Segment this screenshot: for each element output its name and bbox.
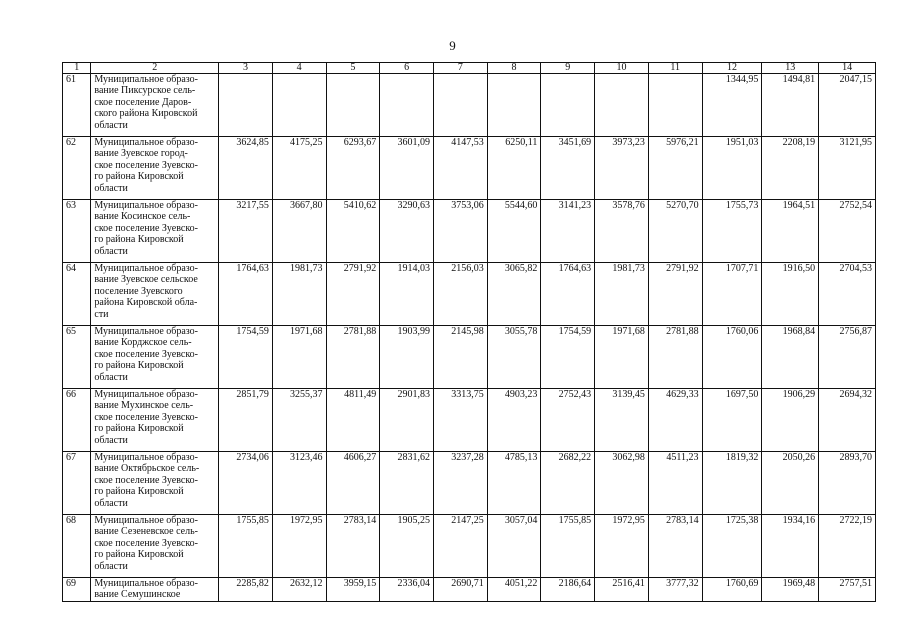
value-cell: 4511,23 bbox=[648, 452, 702, 515]
value-cell: 5976,21 bbox=[648, 137, 702, 200]
value-cell: 1819,32 bbox=[702, 452, 762, 515]
value-cell: 2336,04 bbox=[380, 578, 434, 602]
value-cell: 1905,25 bbox=[380, 515, 434, 578]
value-cell: 1971,68 bbox=[595, 326, 649, 389]
value-cell: 2752,43 bbox=[541, 389, 595, 452]
value-cell: 1964,51 bbox=[762, 200, 819, 263]
table-row bbox=[63, 74, 876, 137]
value-cell: 1755,85 bbox=[541, 515, 595, 578]
table-row bbox=[63, 452, 876, 515]
row-number: 64 bbox=[63, 263, 91, 326]
value-cell: 2722,19 bbox=[819, 515, 876, 578]
value-cell: 3065,82 bbox=[487, 263, 541, 326]
value-cell: 2791,92 bbox=[326, 263, 380, 326]
value-cell: 2050,26 bbox=[762, 452, 819, 515]
value-cell: 1981,73 bbox=[272, 263, 326, 326]
value-cell: 3578,76 bbox=[595, 200, 649, 263]
column-header: 3 bbox=[219, 63, 273, 74]
value-cell: 1903,99 bbox=[380, 326, 434, 389]
value-cell bbox=[595, 74, 649, 137]
value-cell: 2047,15 bbox=[819, 74, 876, 137]
value-cell: 4903,23 bbox=[487, 389, 541, 452]
value-cell: 2752,54 bbox=[819, 200, 876, 263]
row-number: 66 bbox=[63, 389, 91, 452]
value-cell: 1754,59 bbox=[219, 326, 273, 389]
value-cell: 4629,33 bbox=[648, 389, 702, 452]
municipality-name: Муниципальное образо- вание Октябрьское сель- ское поселение Зуевско- го района Кировской области bbox=[91, 452, 219, 515]
value-cell: 1951,03 bbox=[702, 137, 762, 200]
column-header: 5 bbox=[326, 63, 380, 74]
column-header: 7 bbox=[433, 63, 487, 74]
row-number: 61 bbox=[63, 74, 91, 137]
column-header: 2 bbox=[91, 63, 219, 74]
value-cell: 2632,12 bbox=[272, 578, 326, 602]
value-cell: 1934,16 bbox=[762, 515, 819, 578]
value-cell: 3667,80 bbox=[272, 200, 326, 263]
column-header: 11 bbox=[648, 63, 702, 74]
page-number: 9 bbox=[449, 38, 456, 53]
value-cell: 2851,79 bbox=[219, 389, 273, 452]
value-cell: 1969,48 bbox=[762, 578, 819, 602]
column-header: 12 bbox=[702, 63, 762, 74]
value-cell: 3313,75 bbox=[433, 389, 487, 452]
value-cell: 1344,95 bbox=[702, 74, 762, 137]
value-cell: 2756,87 bbox=[819, 326, 876, 389]
value-cell: 2781,88 bbox=[648, 326, 702, 389]
value-cell: 2516,41 bbox=[595, 578, 649, 602]
value-cell: 2893,70 bbox=[819, 452, 876, 515]
value-cell: 1697,50 bbox=[702, 389, 762, 452]
value-cell: 3141,23 bbox=[541, 200, 595, 263]
value-cell: 1972,95 bbox=[595, 515, 649, 578]
value-cell: 3624,85 bbox=[219, 137, 273, 200]
value-cell: 2734,06 bbox=[219, 452, 273, 515]
value-cell: 1760,06 bbox=[702, 326, 762, 389]
value-cell: 1764,63 bbox=[219, 263, 273, 326]
value-cell: 1755,85 bbox=[219, 515, 273, 578]
municipality-name: Муниципальное образо- вание Пиксурское сель- ское поселение Даров- ского района Кировской области bbox=[91, 74, 219, 137]
value-cell: 2781,88 bbox=[326, 326, 380, 389]
value-cell: 2694,32 bbox=[819, 389, 876, 452]
row-number: 68 bbox=[63, 515, 91, 578]
table-body bbox=[63, 74, 876, 602]
table-row bbox=[63, 137, 876, 200]
value-cell: 2901,83 bbox=[380, 389, 434, 452]
table-row bbox=[63, 326, 876, 389]
value-cell: 3123,46 bbox=[272, 452, 326, 515]
value-cell: 2690,71 bbox=[433, 578, 487, 602]
header-row bbox=[63, 63, 876, 74]
value-cell: 1916,50 bbox=[762, 263, 819, 326]
column-header: 10 bbox=[595, 63, 649, 74]
column-header: 13 bbox=[762, 63, 819, 74]
value-cell: 2704,53 bbox=[819, 263, 876, 326]
value-cell: 1725,38 bbox=[702, 515, 762, 578]
value-cell: 4051,22 bbox=[487, 578, 541, 602]
value-cell: 2831,62 bbox=[380, 452, 434, 515]
table-header bbox=[63, 63, 876, 74]
value-cell: 2285,82 bbox=[219, 578, 273, 602]
column-header: 14 bbox=[819, 63, 876, 74]
column-header: 9 bbox=[541, 63, 595, 74]
value-cell: 4175,25 bbox=[272, 137, 326, 200]
column-header: 1 bbox=[63, 63, 91, 74]
municipality-name: Муниципальное образо- вание Косинское сель- ское поселение Зуевско- го района Кировской области bbox=[91, 200, 219, 263]
column-header: 4 bbox=[272, 63, 326, 74]
value-cell: 1971,68 bbox=[272, 326, 326, 389]
table-row bbox=[63, 515, 876, 578]
value-cell: 1914,03 bbox=[380, 263, 434, 326]
table-row bbox=[63, 578, 876, 602]
municipality-name: Муниципальное образо- вание Зуевское сельское поселение Зуевского района Кировской обла- сти bbox=[91, 263, 219, 326]
table-row bbox=[63, 200, 876, 263]
value-cell: 4606,27 bbox=[326, 452, 380, 515]
value-cell: 5544,60 bbox=[487, 200, 541, 263]
value-cell: 3062,98 bbox=[595, 452, 649, 515]
municipality-name: Муниципальное образо- вание Сезеневское сель- ское поселение Зуевско- го района Кировской области bbox=[91, 515, 219, 578]
municipality-name: Муниципальное образо- вание Семушинское bbox=[91, 578, 219, 602]
table-row bbox=[63, 389, 876, 452]
value-cell: 2156,03 bbox=[433, 263, 487, 326]
value-cell: 2186,64 bbox=[541, 578, 595, 602]
value-cell: 2147,25 bbox=[433, 515, 487, 578]
value-cell: 3057,04 bbox=[487, 515, 541, 578]
value-cell: 1755,73 bbox=[702, 200, 762, 263]
data-table bbox=[62, 62, 876, 602]
value-cell: 3121,95 bbox=[819, 137, 876, 200]
value-cell: 6293,67 bbox=[326, 137, 380, 200]
value-cell bbox=[433, 74, 487, 137]
municipality-name: Муниципальное образо- вание Мухинское сель- ское поселение Зуевско- го района Кировской области bbox=[91, 389, 219, 452]
value-cell bbox=[272, 74, 326, 137]
value-cell: 3255,37 bbox=[272, 389, 326, 452]
value-cell: 2682,22 bbox=[541, 452, 595, 515]
table-row bbox=[63, 263, 876, 326]
value-cell: 1906,29 bbox=[762, 389, 819, 452]
value-cell: 3237,28 bbox=[433, 452, 487, 515]
value-cell: 2783,14 bbox=[648, 515, 702, 578]
municipality-name: Муниципальное образо- вание Корджское сель- ское поселение Зуевско- го района Кировской области bbox=[91, 326, 219, 389]
value-cell: 2145,98 bbox=[433, 326, 487, 389]
value-cell: 2757,51 bbox=[819, 578, 876, 602]
value-cell: 2791,92 bbox=[648, 263, 702, 326]
value-cell: 1981,73 bbox=[595, 263, 649, 326]
column-header: 6 bbox=[380, 63, 434, 74]
value-cell: 3451,69 bbox=[541, 137, 595, 200]
row-number: 63 bbox=[63, 200, 91, 263]
column-header: 8 bbox=[487, 63, 541, 74]
value-cell bbox=[541, 74, 595, 137]
value-cell: 5270,70 bbox=[648, 200, 702, 263]
value-cell: 4147,53 bbox=[433, 137, 487, 200]
value-cell bbox=[380, 74, 434, 137]
value-cell: 3959,15 bbox=[326, 578, 380, 602]
value-cell: 4811,49 bbox=[326, 389, 380, 452]
row-number: 69 bbox=[63, 578, 91, 602]
value-cell bbox=[648, 74, 702, 137]
value-cell bbox=[326, 74, 380, 137]
value-cell: 1760,69 bbox=[702, 578, 762, 602]
value-cell: 3777,32 bbox=[648, 578, 702, 602]
value-cell: 3217,55 bbox=[219, 200, 273, 263]
value-cell bbox=[487, 74, 541, 137]
value-cell: 4785,13 bbox=[487, 452, 541, 515]
value-cell: 1494,81 bbox=[762, 74, 819, 137]
value-cell: 3055,78 bbox=[487, 326, 541, 389]
value-cell: 5410,62 bbox=[326, 200, 380, 263]
value-cell: 3973,23 bbox=[595, 137, 649, 200]
value-cell: 3753,06 bbox=[433, 200, 487, 263]
value-cell: 2783,14 bbox=[326, 515, 380, 578]
value-cell bbox=[219, 74, 273, 137]
value-cell: 1707,71 bbox=[702, 263, 762, 326]
row-number: 62 bbox=[63, 137, 91, 200]
value-cell: 6250,11 bbox=[487, 137, 541, 200]
row-number: 65 bbox=[63, 326, 91, 389]
row-number: 67 bbox=[63, 452, 91, 515]
value-cell: 3601,09 bbox=[380, 137, 434, 200]
value-cell: 1754,59 bbox=[541, 326, 595, 389]
value-cell: 1764,63 bbox=[541, 263, 595, 326]
municipality-name: Муниципальное образо- вание Зуевское город- ское поселение Зуевско- го района Кировской области bbox=[91, 137, 219, 200]
value-cell: 1968,84 bbox=[762, 326, 819, 389]
value-cell: 3139,45 bbox=[595, 389, 649, 452]
value-cell: 2208,19 bbox=[762, 137, 819, 200]
value-cell: 1972,95 bbox=[272, 515, 326, 578]
value-cell: 3290,63 bbox=[380, 200, 434, 263]
